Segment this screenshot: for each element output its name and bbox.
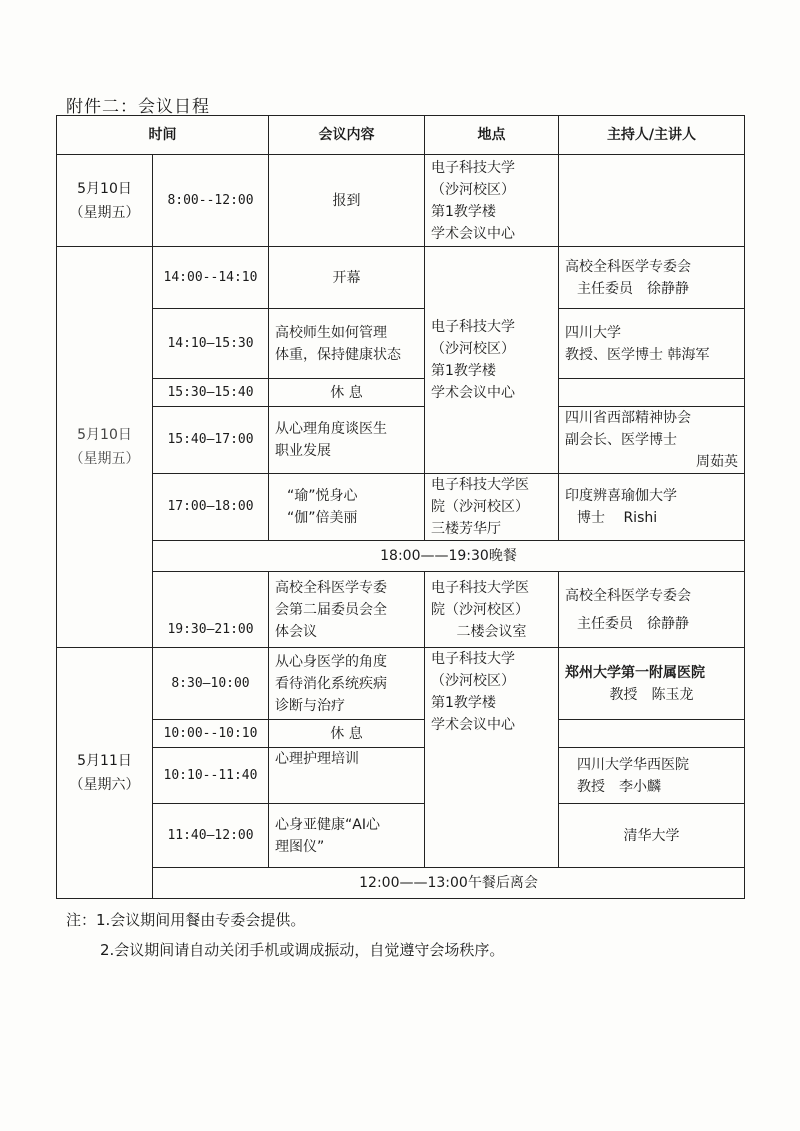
host-cell — [559, 648, 745, 720]
location-line: 第1教学楼 — [431, 203, 496, 220]
date-cell — [57, 648, 153, 899]
location-cell — [425, 474, 559, 541]
note-item: 注：1.会议期间用餐由专委会提供。 — [66, 911, 306, 929]
location-line: 电子科技大学医 — [431, 477, 529, 493]
host-line: 副会长、医学博士 — [565, 432, 677, 448]
location-line: 学术会议中心 — [431, 385, 515, 401]
lunch-label: 12:00——13:00午餐后离会 — [153, 868, 745, 899]
time-cell: 14:00--14:10 — [153, 247, 269, 309]
host-line: 郑州大学第一附属医院 — [565, 664, 705, 681]
host-line: 印度辨喜瑜伽大学 — [565, 488, 677, 504]
host-cell — [559, 474, 745, 541]
date-cell — [57, 247, 153, 648]
location-line: 电子科技大学 — [431, 319, 515, 335]
header-host: 主持人/主讲人 — [559, 116, 745, 155]
time-cell: 14:10—15:30 — [153, 309, 269, 379]
content-cell: 心理护理培训 — [269, 748, 425, 804]
table-row — [57, 474, 745, 541]
table-row — [57, 379, 745, 407]
time-cell: 15:40—17:00 — [153, 407, 269, 474]
content-cell — [269, 309, 425, 379]
table-row — [57, 407, 745, 474]
table-row — [57, 748, 745, 804]
meal-row — [57, 868, 745, 899]
table-row — [57, 648, 745, 720]
time-cell: 10:10--11:40 — [153, 748, 269, 804]
location-line: 学术会议中心 — [431, 717, 515, 733]
host-line: 教授、医学博士 韩海军 — [565, 346, 710, 363]
content-line: 体会议 — [275, 623, 317, 640]
content-cell — [269, 648, 425, 720]
host-line: 主任委员 徐静静 — [577, 280, 689, 297]
content-line: 体重，保持健康状态 — [275, 346, 401, 363]
content-line: 职业发展 — [275, 443, 331, 459]
date-label: 5月10日 — [77, 180, 132, 197]
date-cell — [57, 155, 153, 247]
location-line: 第1教学楼 — [431, 695, 496, 711]
table-row — [57, 572, 745, 648]
weekday-label: （星期五） — [69, 204, 140, 221]
header-location: 地点 — [425, 116, 559, 155]
dinner-label: 18:00——19:30晚餐 — [153, 541, 745, 572]
content-line: 高校师生如何管理 — [275, 324, 387, 341]
host-line: 四川大学 — [565, 324, 621, 341]
content-cell — [269, 474, 425, 541]
host-cell — [559, 407, 745, 474]
host-cell: 清华大学 — [559, 804, 745, 868]
page-title: 附件二：会议日程 — [66, 97, 210, 117]
host-cell — [559, 379, 745, 407]
host-cell — [559, 748, 745, 804]
content-line: 会第二届委员会全 — [275, 601, 387, 618]
content-line: 理图仪” — [275, 838, 325, 855]
location-line: 电子科技大学 — [431, 651, 515, 667]
host-line: 周茹英 — [696, 454, 738, 470]
time-cell: 8:00--12:00 — [153, 155, 269, 247]
time-cell: 11:40—12:00 — [153, 804, 269, 868]
content-cell: 休 息 — [269, 720, 425, 748]
time-cell: 15:30—15:40 — [153, 379, 269, 407]
date-label: 5月10日 — [77, 427, 132, 443]
content-line: 心身亚健康“AI心 — [275, 816, 380, 833]
content-cell: 开幕 — [269, 247, 425, 309]
host-line: 教授 陈玉龙 — [609, 686, 694, 703]
location-line: （沙河校区） — [431, 341, 515, 357]
schedule-table — [56, 115, 745, 899]
host-line: 高校全科医学专委会 — [565, 258, 691, 275]
host-line: 高校全科医学专委会 — [565, 587, 691, 604]
header-row — [57, 116, 745, 155]
time-cell: 8:30—10:00 — [153, 648, 269, 720]
location-cell — [425, 572, 559, 648]
content-cell — [269, 572, 425, 648]
host-line: 主任委员 徐静静 — [577, 615, 689, 632]
content-line: 高校全科医学专委 — [275, 579, 387, 596]
time-cell: 17:00—18:00 — [153, 474, 269, 541]
host-cell — [559, 309, 745, 379]
content-cell: 休 息 — [269, 379, 425, 407]
content-line: 从心身医学的角度 — [275, 653, 387, 670]
note-item: 2.会议期间请自动关闭手机或调成振动，自觉遵守会场秩序。 — [100, 941, 505, 959]
content-cell — [269, 407, 425, 474]
time-cell: 10:00--10:10 — [153, 720, 269, 748]
header-content: 会议内容 — [269, 116, 425, 155]
host-cell — [559, 155, 745, 247]
host-line: 四川省西部精神协会 — [565, 410, 691, 426]
date-label: 5月11日 — [77, 753, 132, 769]
host-cell — [559, 720, 745, 748]
location-cell — [425, 155, 559, 247]
content-line: 看待消化系统疾病 — [275, 675, 387, 692]
location-line: 院（沙河校区） — [431, 499, 529, 515]
location-line: 院（沙河校区） — [431, 601, 529, 618]
table-row — [57, 309, 745, 379]
location-line: 电子科技大学医 — [431, 579, 529, 596]
location-line: 三楼芳华厅 — [431, 521, 501, 537]
location-line: 第1教学楼 — [431, 363, 496, 379]
header-time: 时间 — [57, 116, 269, 155]
table-row — [57, 247, 745, 309]
location-line: 学术会议中心 — [431, 225, 515, 242]
host-cell — [559, 247, 745, 309]
meal-row — [57, 541, 745, 572]
table-row — [57, 155, 745, 247]
host-line: 四川大学华西医院 — [577, 756, 689, 773]
weekday-label: （星期六） — [69, 777, 140, 793]
notes — [66, 905, 504, 965]
content-line: 诊断与治疗 — [275, 697, 345, 714]
host-line: 教授 李小麟 — [577, 778, 661, 795]
time-cell: 19:30—21:00 — [153, 572, 269, 648]
location-line: （沙河校区） — [431, 673, 515, 689]
content-line: “瑜”悦身心 — [287, 488, 358, 504]
location-line: 电子科技大学 — [431, 159, 515, 176]
location-cell — [425, 247, 559, 474]
content-line: “伽”倍美丽 — [287, 510, 358, 526]
content-cell: 报到 — [269, 155, 425, 247]
weekday-label: （星期五） — [69, 451, 140, 467]
table-row — [57, 720, 745, 748]
content-line: 从心理角度谈医生 — [275, 421, 387, 437]
location-line: （沙河校区） — [431, 181, 515, 198]
location-cell — [425, 648, 559, 868]
host-line: 博士 Rishi — [577, 510, 658, 526]
host-cell — [559, 572, 745, 648]
content-cell — [269, 804, 425, 868]
table-row — [57, 804, 745, 868]
location-line: 二楼会议室 — [456, 623, 527, 640]
